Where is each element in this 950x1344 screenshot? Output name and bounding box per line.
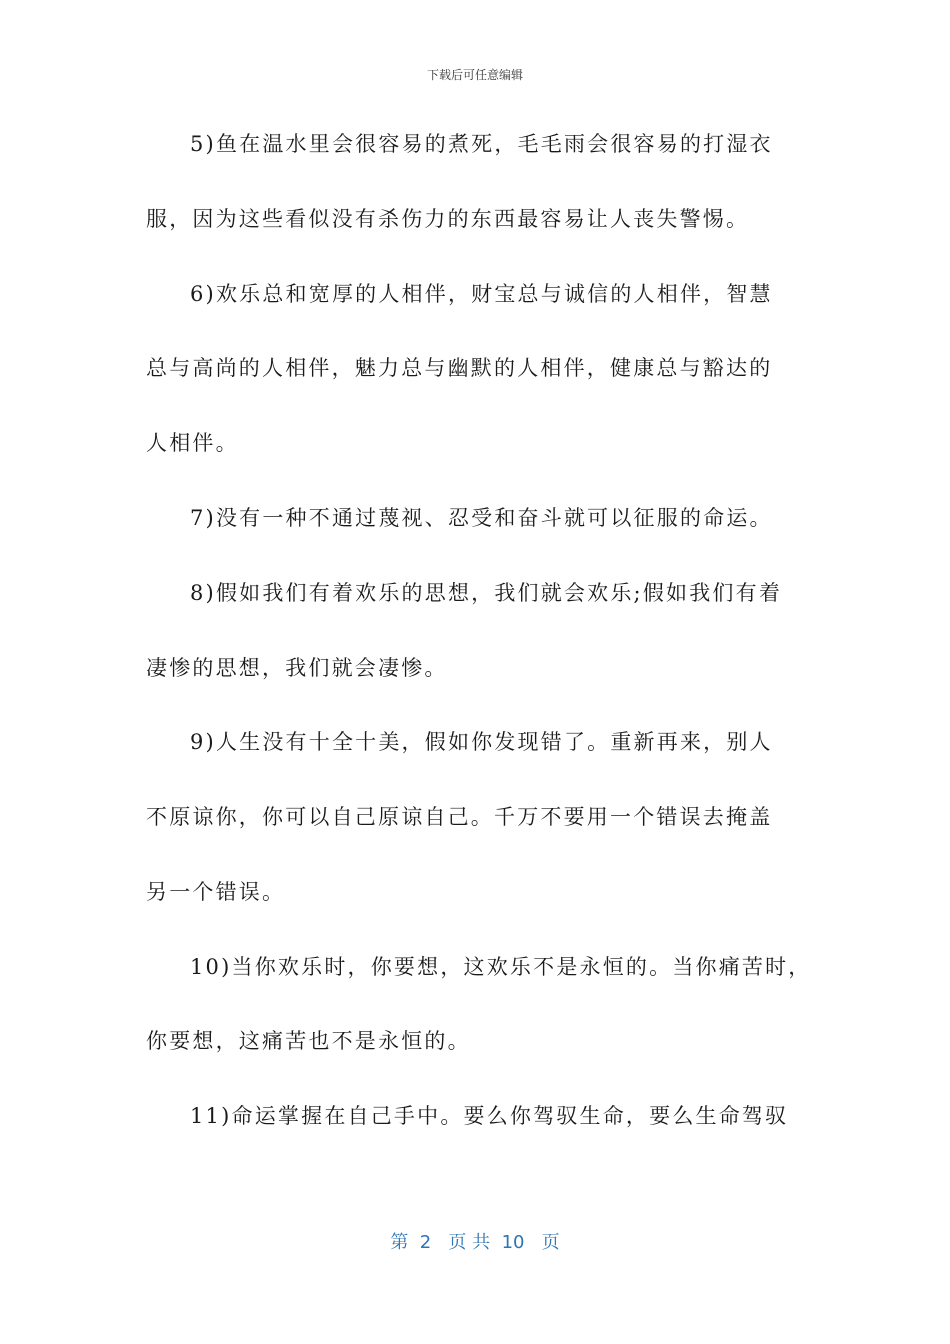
text-line: 11)命运掌握在自己手中。要么你驾驭生命，要么生命驾驭 xyxy=(190,1104,789,1128)
text-line: 另一个错误。 xyxy=(146,880,286,904)
text-line: 不原谅你，你可以自己原谅自己。千万不要用一个错误去掩盖 xyxy=(146,805,773,829)
text-line: 7)没有一种不通过蔑视、忍受和奋斗就可以征服的命运。 xyxy=(190,506,773,530)
text-line: 6)欢乐总和宽厚的人相伴，财宝总与诚信的人相伴，智慧 xyxy=(190,282,773,306)
page-footer: 第 2 页 共 10 页 xyxy=(390,1232,560,1253)
text-line: 凄惨的思想，我们就会凄惨。 xyxy=(146,656,448,680)
text-line: 总与高尚的人相伴，魅力总与幽默的人相伴，健康总与豁达的 xyxy=(146,356,773,380)
text-line: 10)当你欢乐时，你要想，这欢乐不是永恒的。当你痛苦时， xyxy=(190,955,812,979)
text-line: 9)人生没有十全十美，假如你发现错了。重新再来，别人 xyxy=(190,730,773,754)
text-line: 8)假如我们有着欢乐的思想，我们就会欢乐;假如我们有着 xyxy=(190,581,783,605)
text-line: 人相伴。 xyxy=(146,431,239,455)
text-line: 你要想，这痛苦也不是永恒的。 xyxy=(146,1029,471,1053)
page-header: 下载后可任意编辑 xyxy=(426,68,523,82)
text-line: 5)鱼在温水里会很容易的煮死，毛毛雨会很容易的打湿衣 xyxy=(190,132,773,156)
text-line: 服，因为这些看似没有杀伤力的东西最容易让人丧失警惕。 xyxy=(146,207,750,231)
